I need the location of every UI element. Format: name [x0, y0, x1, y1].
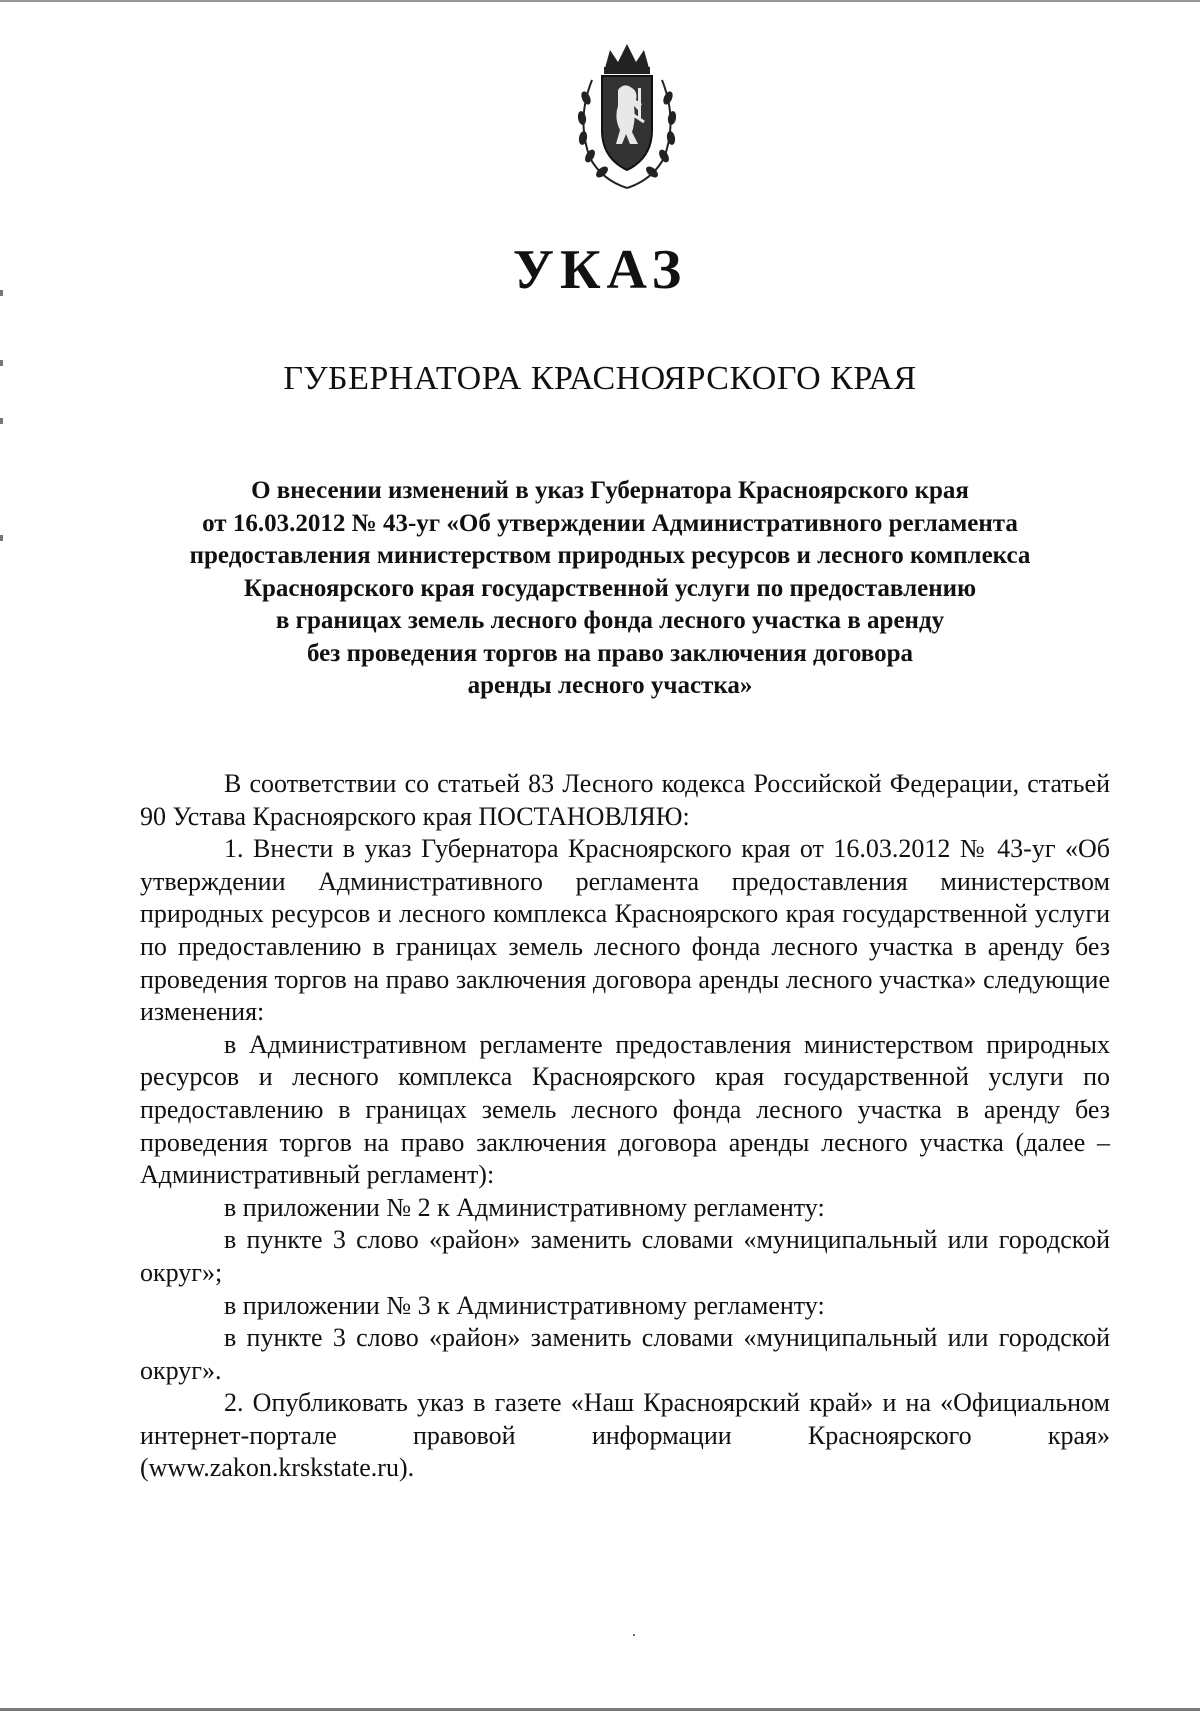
body-paragraph: 1. Внести в указ Губернатора Красноярского края от 16.03.2012 № 43-уг «Об утверждении Административного регламента предоставления министерством природных ресурсов и лесного комплекса Красноярского края государственной услуги по предоставлению в границах земель лесного фонда лесного участка в аренду без проведения торгов на право заключения договора аренды лесного участка» следующие изменения: — [140, 834, 1110, 1027]
decree-body — [140, 768, 1110, 1485]
scan-margin-mark — [0, 360, 3, 366]
coat-of-arms-icon — [572, 40, 682, 192]
scan-margin-mark — [0, 418, 3, 424]
body-paragraph: в приложении № 2 к Административному регламенту: — [224, 1192, 825, 1222]
body-paragraph: в приложении № 3 к Административному регламенту: — [224, 1290, 825, 1320]
subject-line: О внесении изменений в указ Губернатора Красноярского края — [251, 477, 969, 504]
subject-line: аренды лесного участка» — [467, 672, 753, 699]
document-title: УКАЗ — [512, 239, 688, 301]
body-paragraph: 2. Опубликовать указ в газете «Наш Красноярский край» и на «Официальном интернет-портале правовой информации Красноярского края» (www.zakon.krskstate.ru). — [140, 1388, 1110, 1483]
scan-speck — [633, 1634, 635, 1636]
scan-top-edge — [0, 0, 1200, 2]
body-paragraph: в пункте 3 слово «район» заменить словами «муниципальный или городской округ». — [140, 1323, 1110, 1385]
body-paragraph: в пункте 3 слово «район» заменить словами «муниципальный или городской округ»; — [140, 1225, 1110, 1287]
scan-margin-mark — [0, 535, 3, 541]
body-paragraph: в Административном регламенте предоставления министерством природных ресурсов и лесного комплекса Красноярского края государственной услуги по предоставлению в границах земель лесного фонда лесного участка в аренду без проведения торгов на право заключения договора аренды лесного участка (далее – Административный регламент): — [140, 1029, 1110, 1190]
subject-line: Красноярского края государственной услуги по предоставлению — [243, 574, 977, 602]
scan-margin-mark — [0, 290, 3, 296]
decree-subject — [110, 475, 1110, 703]
body-paragraph: В соответствии со статьей 83 Лесного кодекса Российской Федерации, статьей 90 Устава Красноярского края ПОСТАНОВЛЯЮ: — [140, 769, 1110, 831]
subject-line: от 16.03.2012 № 43-уг «Об утверждении Административного регламента — [202, 509, 1018, 537]
subject-line: предоставления министерством природных ресурсов и лесного комплекса — [189, 542, 1031, 569]
issuer-title: ГУБЕРНАТОРА КРАСНОЯРСКОГО КРАЯ — [283, 360, 917, 397]
subject-line: в границах земель лесного фонда лесного участка в аренду — [275, 607, 945, 634]
subject-line: без проведения торгов на право заключения договора — [307, 639, 913, 667]
